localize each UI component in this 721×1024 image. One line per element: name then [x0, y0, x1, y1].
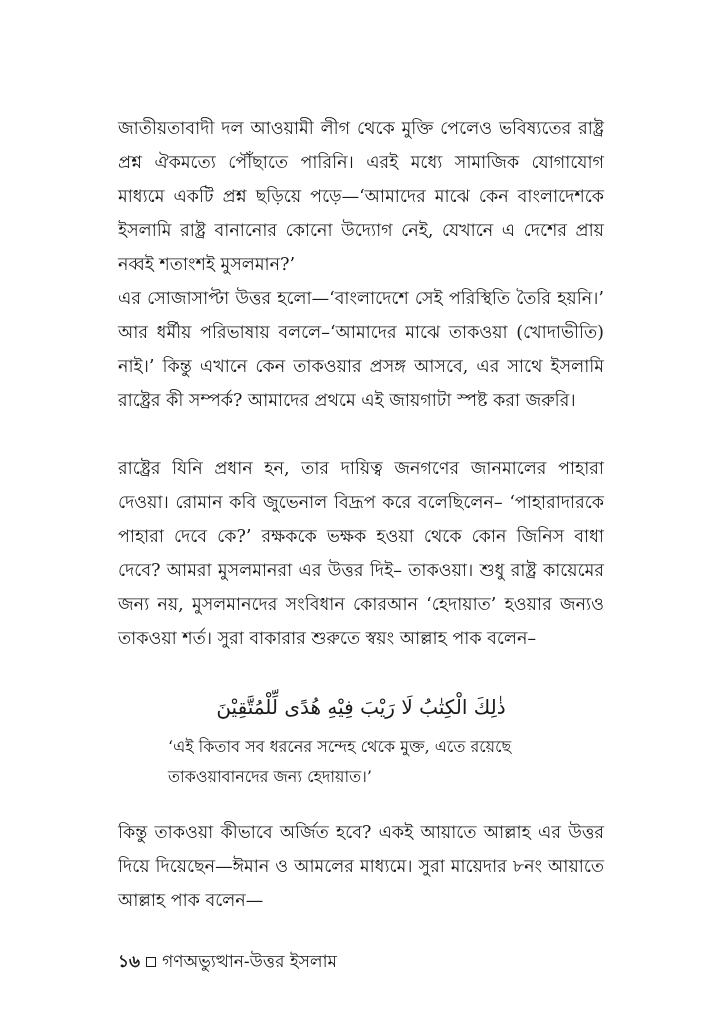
square-box-icon [146, 957, 156, 967]
paragraph-4: কিন্তু তাকওয়া কীভাবে অর্জিত হবে? একই আয়াতে আল্লাহ এর উত্তর দিয়ে দিয়েছেন—ঈমান ও আমলের মাধ্যমে। সুরা মায়েদার ৮নং আয়াতে আল্লাহ পাক বলেন— [118, 823, 604, 911]
book-title: গণঅভ্যুত্থান-উত্তর ইসলাম [162, 952, 337, 972]
page-footer [118, 948, 337, 976]
verse-translation-line-2: তাকওয়াবানদের জন্য হেদায়াত।’ [168, 767, 372, 786]
paragraph-1: জাতীয়তাবাদী দল আওয়ামী লীগ থেকে মুক্তি পেলেও ভবিষ্যতের রাষ্ট্র প্রশ্ন ঐকমত্যে পৌঁছাতে পারিনি। এরই মধ্যে সামাজিক যোগাযোগ মাধ্যমে একটি প্রশ্ন ছড়িয়ে পড়ে—‘আমাদের মাঝে কেন বাংলাদেশকে ইসলামি রাষ্ট্র বানানোর কোনো উদ্যোগ নেই, যেখানে এ দেশের প্রায় নব্বই শতাংশই মুসলমান?’ [118, 119, 604, 275]
paragraph-2: এর সোজাসাপ্টা উত্তর হলো—‘বাংলাদেশে সেই পরিস্থিতি তৈরি হয়নি।’ আর ধর্মীয় পরিভাষায় বললে–‘আমাদের মাঝে তাকওয়া (খোদাভীতি) নাই।’ কিন্তু এখানে কেন তাকওয়ার প্রসঙ্গ আসবে, এর সাথে ইসলামি রাষ্ট্রের কী সম্পর্ক? আমাদের প্রথমে এই জায়গাটা স্পষ্ট করা জরুরি। [118, 289, 604, 411]
page-number: ১৬ [118, 952, 141, 972]
verse-translation [168, 732, 588, 792]
verse-translation-line-1: ‘এই কিতাব সব ধরনের সন্দেহ থেকে মুক্ত, এতে রয়েছে [168, 737, 512, 756]
paragraph-3: রাষ্ট্রের যিনি প্রধান হন, তার দায়িত্ব জনগণের জানমালের পাহারা দেওয়া। রোমান কবি জুভেনাল বিদ্রূপ করে বলেছিলেন– ‘পাহারাদারকে পাহারা দেবে কে?’ রক্ষককে ভক্ষক হওয়া থেকে কোন জিনিস বাধা দেবে? আমরা মুসলমানরা এর উত্তর দিই– তাকওয়া। শুধু রাষ্ট্র কায়েমের জন্য নয়, মুসলমানদের সংবিধান কোরআন ‘হেদায়াত’ হওয়ার জন্যও তাকওয়া শর্ত। সুরা বাকারার শুরুতে স্বয়ং আল্লাহ পাক বলেন– [118, 459, 604, 649]
arabic-verse: ذٰلِكَ الْكِتٰبُ لَا رَيْبَ فِيْهِ هُدًى لِّلْمُتَّقِيْنَ [216, 695, 506, 719]
